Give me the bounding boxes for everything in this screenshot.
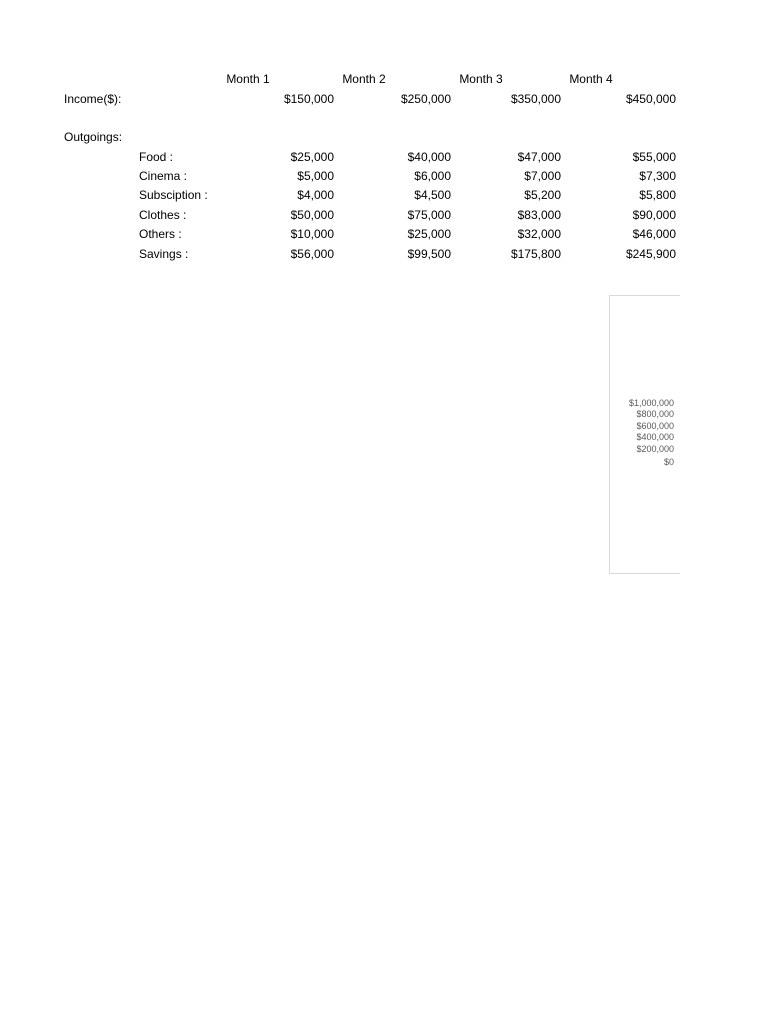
row-label-savings: Savings :	[139, 247, 189, 261]
row-label-food: Food :	[139, 150, 174, 164]
income-month-3: $350,000	[510, 92, 561, 106]
y-axis-tick-0: $0	[663, 457, 674, 467]
row-label-others: Others :	[139, 227, 182, 241]
food-month-3: $47,000	[517, 150, 561, 164]
income-month-1: $150,000	[283, 92, 334, 106]
income-label: Income($):	[64, 92, 122, 106]
others-month-2: $25,000	[407, 227, 451, 241]
subscription-month-4: $5,800	[639, 188, 676, 202]
cinema-month-3: $7,000	[524, 169, 561, 183]
header-month-3: Month 3	[459, 72, 503, 86]
food-month-1: $25,000	[290, 150, 334, 164]
clothes-month-1: $50,000	[290, 208, 334, 222]
y-axis-tick-1000000: $1,000,000	[628, 398, 674, 408]
subscription-month-1: $4,000	[297, 188, 334, 202]
row-label-clothes: Clothes :	[139, 208, 187, 222]
savings-month-2: $99,500	[407, 247, 451, 261]
header-month-1: Month 1	[226, 72, 270, 86]
subscription-month-2: $4,500	[414, 188, 451, 202]
cinema-month-1: $5,000	[297, 169, 334, 183]
food-month-4: $55,000	[632, 150, 676, 164]
savings-month-4: $245,900	[625, 247, 676, 261]
food-month-2: $40,000	[407, 150, 451, 164]
y-axis-tick-400000: $400,000	[636, 432, 674, 442]
row-label-subscription: Subsciption :	[139, 188, 208, 202]
header-month-4: Month 4	[569, 72, 613, 86]
y-axis-tick-800000: $800,000	[636, 409, 674, 419]
row-label-cinema: Cinema :	[139, 169, 188, 183]
cinema-month-4: $7,300	[639, 169, 676, 183]
clothes-month-4: $90,000	[632, 208, 676, 222]
subscription-month-3: $5,200	[524, 188, 561, 202]
savings-month-1: $56,000	[290, 247, 334, 261]
clothes-month-3: $83,000	[517, 208, 561, 222]
income-month-4: $450,000	[625, 92, 676, 106]
others-month-4: $46,000	[632, 227, 676, 241]
y-axis-tick-600000: $600,000	[636, 421, 674, 431]
outgoings-label: Outgoings:	[64, 130, 123, 144]
cinema-month-2: $6,000	[414, 169, 451, 183]
others-month-3: $32,000	[517, 227, 561, 241]
savings-month-3: $175,800	[510, 247, 561, 261]
income-month-2: $250,000	[400, 92, 451, 106]
clothes-month-2: $75,000	[407, 208, 451, 222]
page-margin	[680, 0, 768, 1024]
others-month-1: $10,000	[290, 227, 334, 241]
y-axis-tick-200000: $200,000	[636, 444, 674, 454]
header-month-2: Month 2	[342, 72, 386, 86]
